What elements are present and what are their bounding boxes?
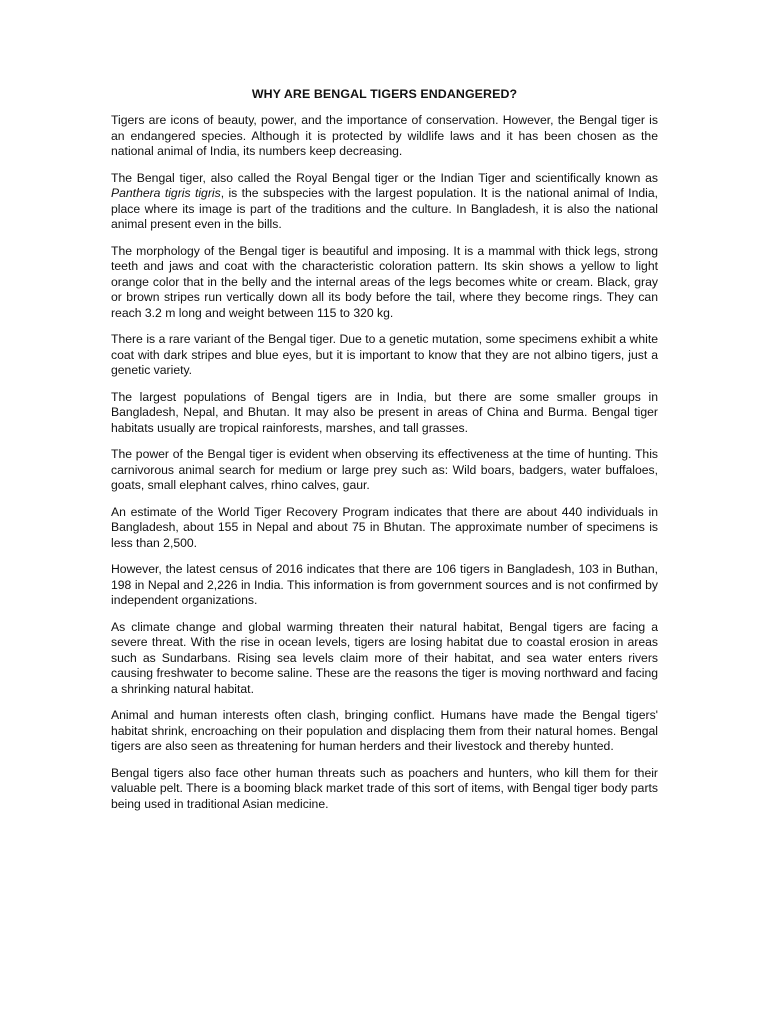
paragraph-subspecies-text-start: The Bengal tiger, also called the Royal Bengal tiger or the Indian Tiger and scientifically known as bbox=[111, 170, 658, 185]
document-title: WHY ARE BENGAL TIGERS ENDANGERED? bbox=[251, 87, 518, 101]
paragraph-hunting: The power of the Bengal tiger is evident when observing its effectiveness at the time of hunting. This carnivorous animal search for medium or large prey such as: Wild boars, badgers, water buffaloes, goats, small elephant calves, rhino calves, gaur. bbox=[111, 447, 658, 492]
paragraph-populations: The largest populations of Bengal tigers are in India, but there are some smaller groups in Bangladesh, Nepal, and Bhutan. It may also be present in areas of China and Burma. Bengal tiger habitats usually are tropical rainforests, marshes, and tall grasses. bbox=[111, 389, 658, 435]
paragraph-human-conflict: Animal and human interests often clash, bringing conflict. Humans have made the Bengal tigers' habitat shrink, encroaching on their population and displacing them from their natural homes. Bengal tigers are also seen as threatening for human herders and their livestock and thereby hunted. bbox=[111, 708, 658, 753]
paragraph-estimate: An estimate of the World Tiger Recovery Program indicates that there are about 440 individuals in Bangladesh, about 155 in Nepal and about 75 in Bhutan. The approximate number of specimens is less than 2,500. bbox=[111, 504, 658, 550]
paragraph-subspecies-text-end: , is the subspecies with the largest population. It is the national animal of India, place where its image is part of the traditions and the culture. In Bangladesh, it is also the national animal present even in the bills. bbox=[111, 186, 658, 231]
paragraph-census: However, the latest census of 2016 indicates that there are 106 tigers in Bangladesh, 103 in Buthan, 198 in Nepal and 2,226 in India. This information is from government sources and is not confirmed by independent organizations. bbox=[111, 562, 658, 607]
paragraph-climate-change: As climate change and global warming threaten their natural habitat, Bengal tigers are facing a severe threat. With the rise in ocean levels, tigers are losing habitat due to coastal erosion in areas such as Sundarbans. Rising sea levels claim more of their habitat, and sea water enters rivers causing freshwater to become saline. These are the reasons the tiger is moving northward and facing a shrinking natural habitat. bbox=[111, 619, 658, 696]
paragraph-morphology: The morphology of the Bengal tiger is beautiful and imposing. It is a mammal with thick legs, strong teeth and jaws and coat with the characteristic coloration pattern. Its skin shows a yellow to light orange color that in the belly and the internal areas of the legs becomes white or cream. Black, gray or brown stripes run vertically down all its body before the tail, where they become rings. They can reach 3.2 m long and weight between 115 to 320 kg. bbox=[111, 243, 658, 320]
paragraph-white-variant: There is a rare variant of the Bengal tiger. Due to a genetic mutation, some specimens exhibit a white coat with dark stripes and blue eyes, but it is important to know that they are not albino tigers, just a genetic variety. bbox=[111, 332, 658, 377]
scientific-name: Panthera tigris tigris bbox=[111, 186, 221, 200]
paragraph-poaching: Bengal tigers also face other human threats such as poachers and hunters, who kill them for their valuable pelt. There is a booming black market trade of this sort of items, with Bengal tiger body parts being used in traditional Asian medicine. bbox=[111, 765, 658, 811]
paragraph-intro: Tigers are icons of beauty, power, and the importance of conservation. However, the Bengal tiger is an endangered species. Although it is protected by wildlife laws and it has been chosen as the national animal of India, its numbers keep decreasing. bbox=[111, 113, 658, 158]
paragraph-subspecies bbox=[111, 171, 658, 233]
